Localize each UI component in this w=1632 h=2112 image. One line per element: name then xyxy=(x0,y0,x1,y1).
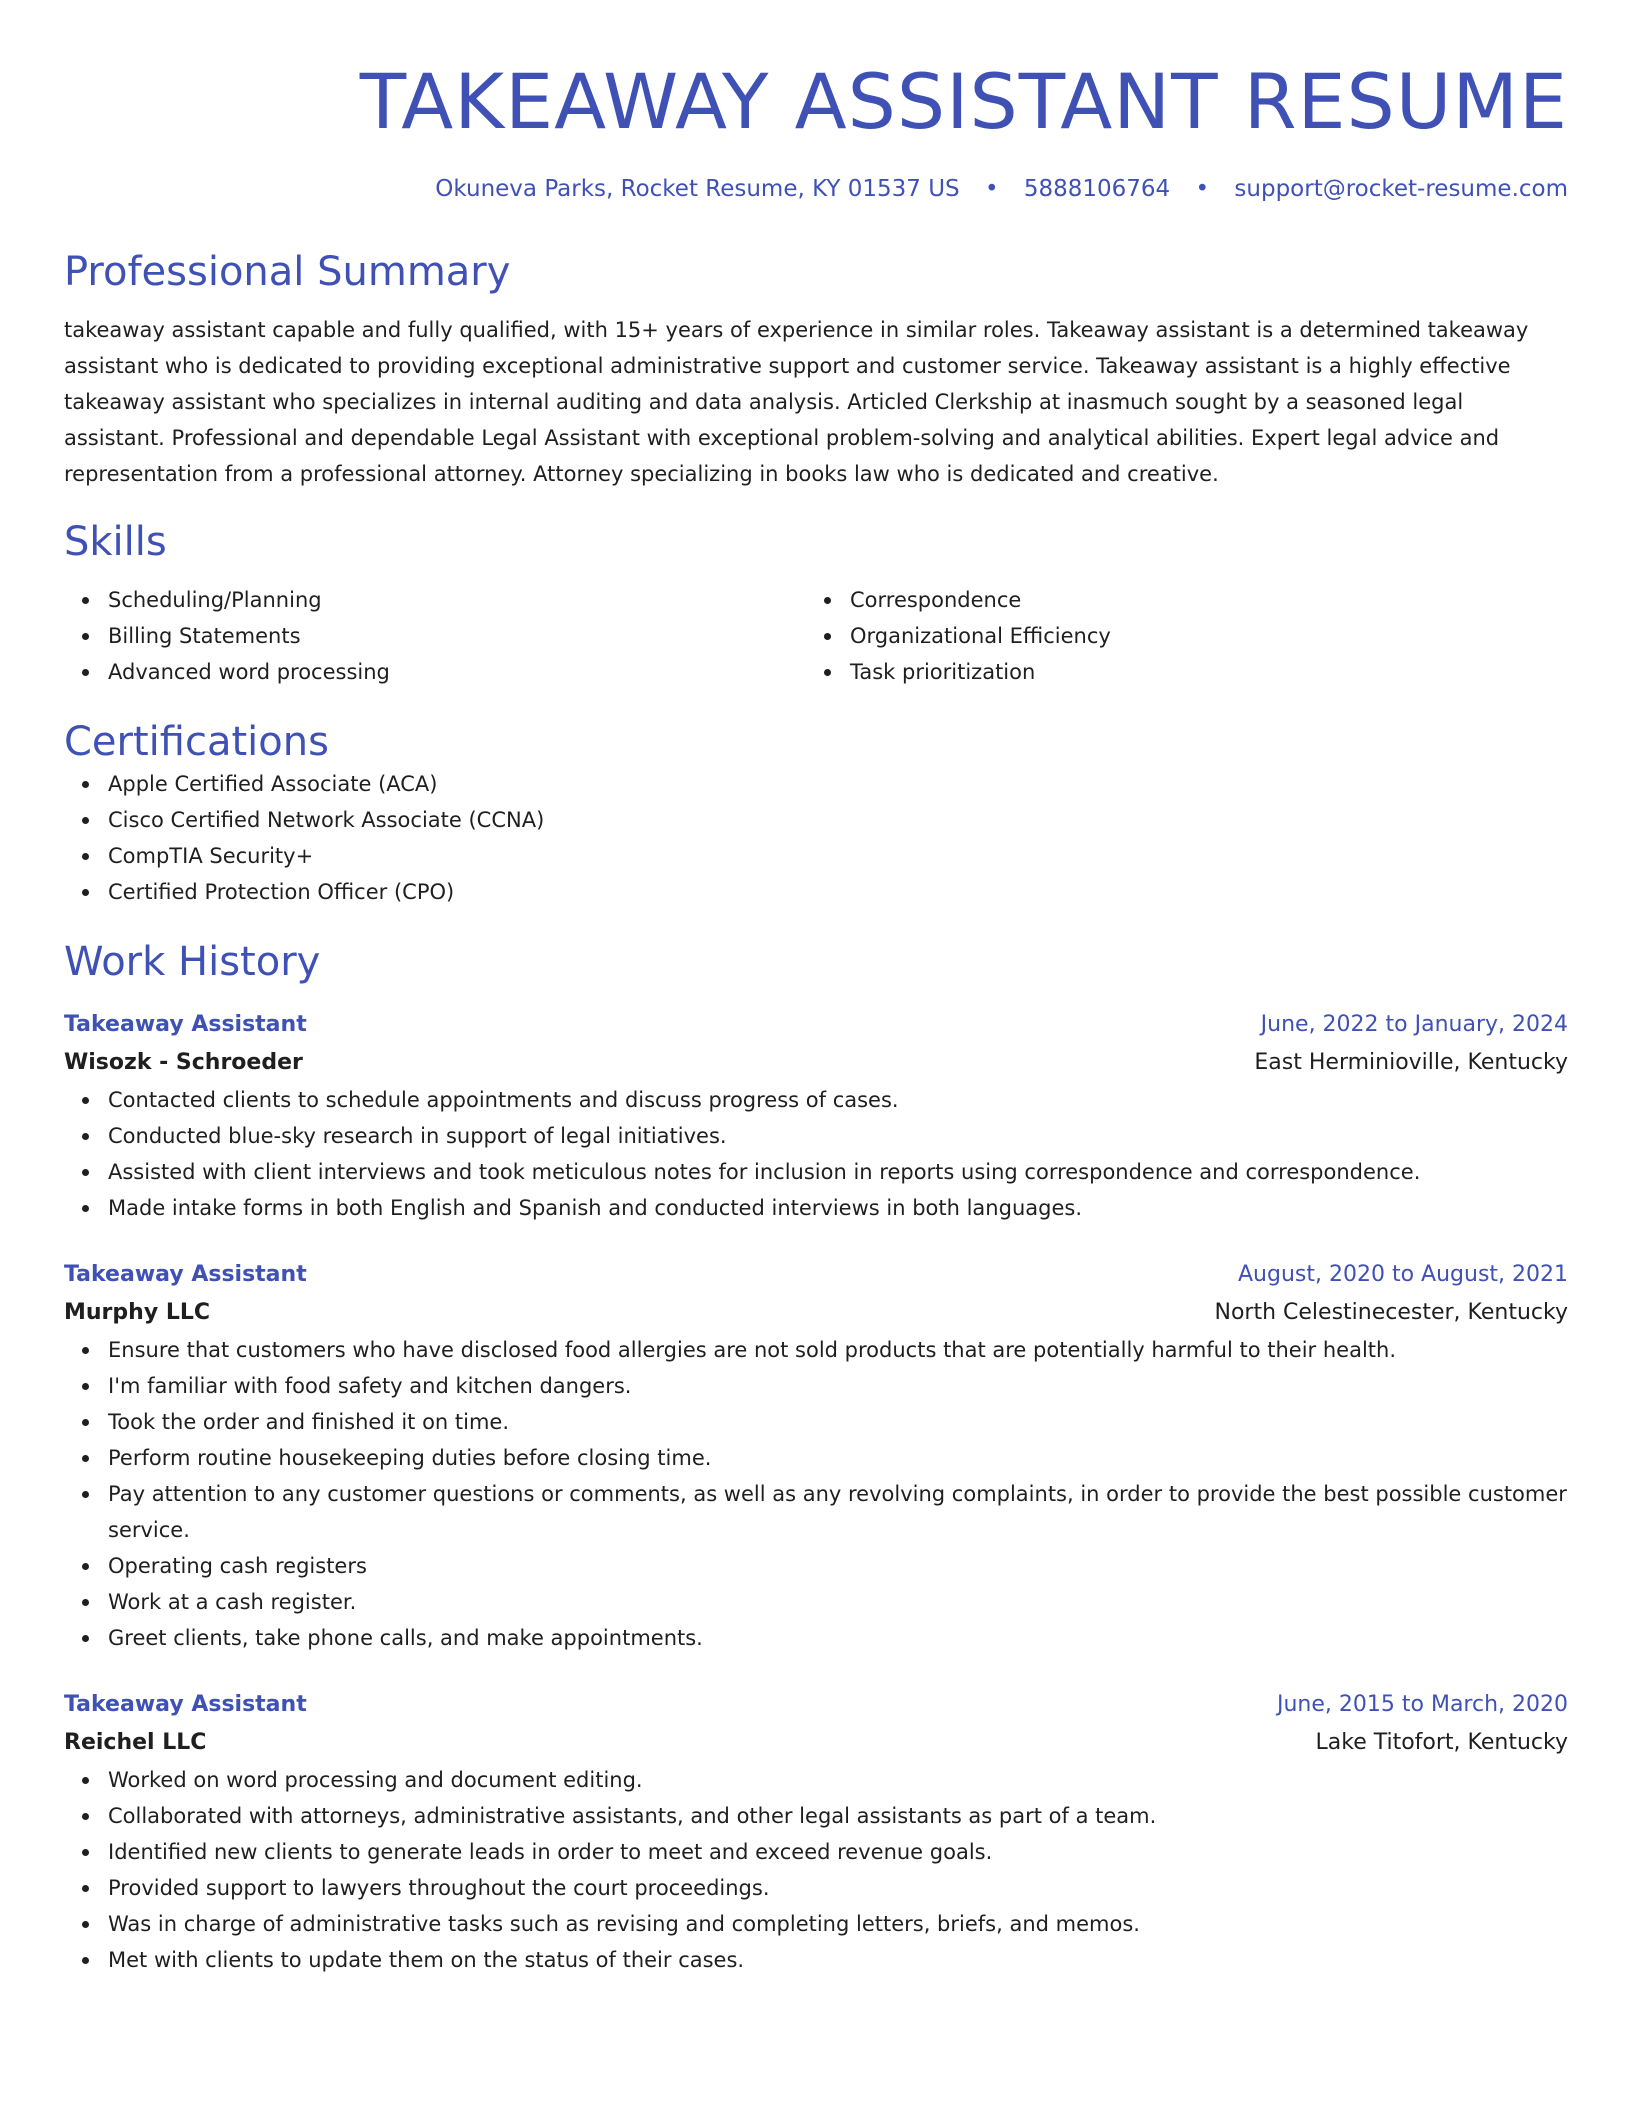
skills-heading: Skills xyxy=(64,519,167,565)
job-dates: June, 2015 to March, 2020 xyxy=(1277,1692,1568,1717)
job-dates: August, 2020 to August, 2021 xyxy=(1238,1262,1568,1287)
job-company-row xyxy=(64,1294,1568,1332)
resume-title: TAKEAWAY ASSISTANT RESUME xyxy=(359,57,1568,146)
job-header-row xyxy=(64,1686,1568,1724)
contact-line xyxy=(64,174,1568,204)
job-duty-item: Ensure that customers who have disclosed food allergies are not sold products that are potentially harmful to their health. xyxy=(64,1332,1568,1368)
skill-item: Advanced word processing xyxy=(64,654,806,690)
job-header-row xyxy=(64,1256,1568,1294)
skills-column-right xyxy=(806,582,1548,690)
skill-item: Correspondence xyxy=(806,582,1548,618)
job-duty-item: Greet clients, take phone calls, and make appointments. xyxy=(64,1620,1568,1656)
certification-item: Certified Protection Officer (CPO) xyxy=(64,874,1568,910)
job-duty-item: Identified new clients to generate leads in order to meet and exceed revenue goals. xyxy=(64,1834,1568,1870)
job-duty-item: Took the order and finished it on time. xyxy=(64,1404,1568,1440)
job-entry xyxy=(64,1256,1568,1656)
job-company: Murphy LLC xyxy=(64,1300,210,1325)
job-location: East Herminioville, Kentucky xyxy=(1254,1050,1568,1075)
skill-item: Billing Statements xyxy=(64,618,806,654)
skills-list-left xyxy=(64,582,806,690)
job-duty-item: Pay attention to any customer questions or comments, as well as any revolving complaints, in order to provide the best possible customer service. xyxy=(64,1476,1568,1548)
job-duty-item: Conducted blue-sky research in support of legal initiatives. xyxy=(64,1118,1568,1154)
skill-item: Scheduling/Planning xyxy=(64,582,806,618)
job-entry xyxy=(64,1006,1568,1226)
job-duty-item: Worked on word processing and document editing. xyxy=(64,1762,1568,1798)
job-location: Lake Titofort, Kentucky xyxy=(1315,1730,1568,1755)
job-location: North Celestinecester, Kentucky xyxy=(1214,1300,1568,1325)
job-duty-item: Perform routine housekeeping duties before closing time. xyxy=(64,1440,1568,1476)
job-duty-item: Was in charge of administrative tasks such as revising and completing letters, briefs, and memos. xyxy=(64,1906,1568,1942)
job-role: Takeaway Assistant xyxy=(64,1692,307,1717)
contact-phone: 5888106764 xyxy=(1023,176,1171,202)
resume-page xyxy=(64,0,1568,1978)
job-duty-item: Operating cash registers xyxy=(64,1548,1568,1584)
certifications-heading: Certifications xyxy=(64,719,329,765)
certification-item: CompTIA Security+ xyxy=(64,838,1568,874)
certifications-list xyxy=(64,766,1568,910)
job-duty-item: Provided support to lawyers throughout the court proceedings. xyxy=(64,1870,1568,1906)
job-duties-list xyxy=(64,1762,1568,1978)
job-company: Reichel LLC xyxy=(64,1730,207,1755)
job-duty-item: Contacted clients to schedule appointments and discuss progress of cases. xyxy=(64,1082,1568,1118)
skill-item: Task prioritization xyxy=(806,654,1548,690)
job-company-row xyxy=(64,1044,1568,1082)
job-dates: June, 2022 to January, 2024 xyxy=(1260,1012,1568,1037)
job-duty-item: Met with clients to update them on the status of their cases. xyxy=(64,1942,1568,1978)
job-entry xyxy=(64,1686,1568,1978)
contact-address: Okuneva Parks, Rocket Resume, KY 01537 US xyxy=(435,176,960,202)
skills-grid xyxy=(64,582,1568,690)
job-duty-item: Made intake forms in both English and Spanish and conducted interviews in both languages. xyxy=(64,1190,1568,1226)
summary-heading: Professional Summary xyxy=(64,249,511,295)
skill-item: Organizational Efficiency xyxy=(806,618,1548,654)
job-duty-item: Work at a cash register. xyxy=(64,1584,1568,1620)
job-duty-item: Assisted with client interviews and took meticulous notes for inclusion in reports using correspondence and correspondence. xyxy=(64,1154,1568,1190)
skills-list-right xyxy=(806,582,1548,690)
work-history-heading: Work History xyxy=(64,939,321,985)
job-company: Wisozk - Schroeder xyxy=(64,1050,303,1075)
certification-item: Cisco Certified Network Associate (CCNA) xyxy=(64,802,1568,838)
job-role: Takeaway Assistant xyxy=(64,1012,307,1037)
contact-separator: • xyxy=(984,176,999,202)
job-duty-item: Collaborated with attorneys, administrative assistants, and other legal assistants as part of a team. xyxy=(64,1798,1568,1834)
job-duty-item: I'm familiar with food safety and kitchen dangers. xyxy=(64,1368,1568,1404)
job-duties-list xyxy=(64,1332,1568,1656)
job-header-row xyxy=(64,1006,1568,1044)
certification-item: Apple Certified Associate (ACA) xyxy=(64,766,1568,802)
skills-column-left xyxy=(64,582,806,690)
summary-text: takeaway assistant capable and fully qualified, with 15+ years of experience in similar roles. Takeaway assistant is a determined takeaway assistant who is dedicated to providing exceptional administrative support and customer service. Takeaway assistant is a highly effective takeaway assistant who specializes in internal auditing and data analysis. Articled Clerkship at inasmuch sought by a seasoned legal assistant. Professional and dependable Legal Assistant with exceptional problem-solving and analytical abilities. Expert legal advice and representation from a professional attorney. Attorney specializing in books law who is dedicated and creative. xyxy=(64,318,1529,486)
job-role: Takeaway Assistant xyxy=(64,1262,307,1287)
contact-email[interactable]: support@rocket-resume.com xyxy=(1234,176,1568,202)
contact-separator: • xyxy=(1195,176,1210,202)
job-duties-list xyxy=(64,1082,1568,1226)
job-company-row xyxy=(64,1724,1568,1762)
